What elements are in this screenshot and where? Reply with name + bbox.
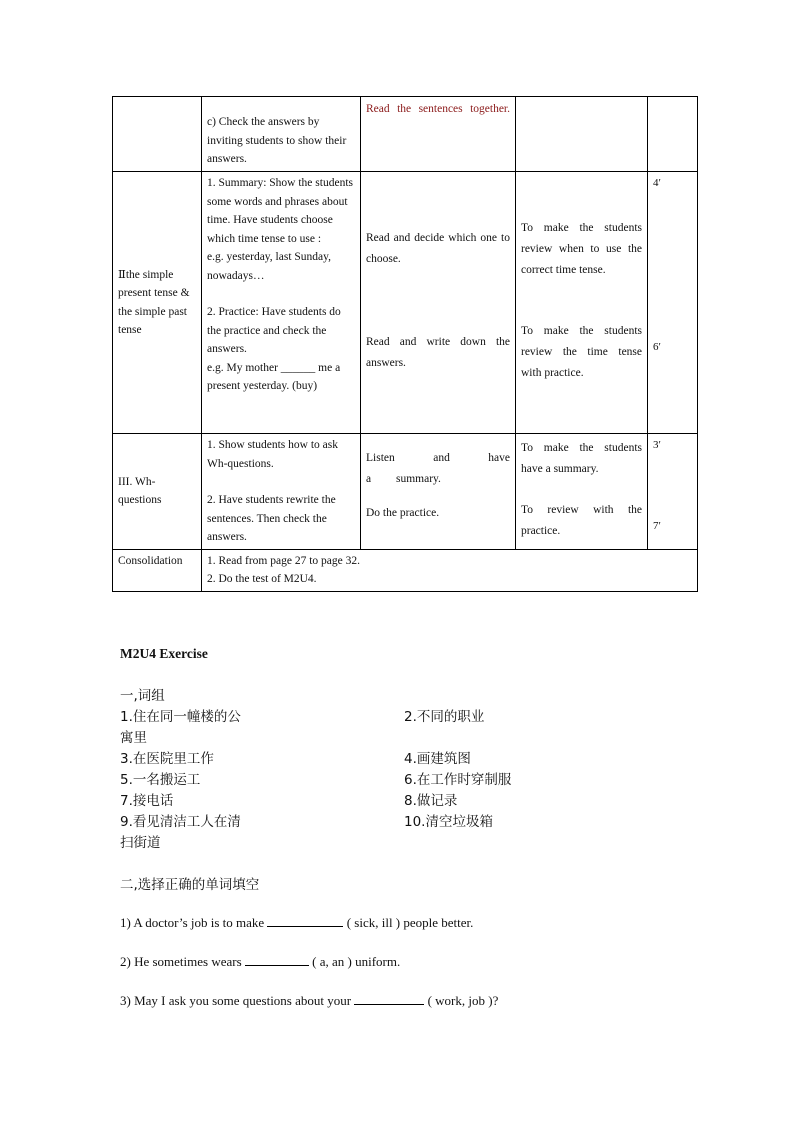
question-text-before: 1) A doctor’s job is to make	[120, 915, 268, 930]
activity-write: Read and write down the answers.	[366, 336, 510, 369]
question-item	[120, 953, 720, 971]
activity-practice: Do the practice.	[366, 507, 440, 519]
content-cell	[202, 97, 361, 172]
content-rewrite: 2. Have students rewrite the sentences. Then check the answers.	[207, 494, 336, 543]
answer-blank[interactable]	[245, 953, 309, 966]
time-cell-empty	[648, 97, 698, 172]
answer-blank[interactable]	[354, 992, 424, 1005]
question-text-before: 2) He sometimes wears	[120, 954, 245, 969]
purpose-cell	[516, 434, 648, 550]
phrase-left: 7.接电话	[120, 793, 174, 809]
time-cell	[648, 434, 698, 550]
phrase-right: 10.清空垃圾箱	[404, 814, 493, 830]
question-text-after: ( sick, ill ) people better.	[343, 915, 474, 930]
list-item-continuation	[120, 833, 720, 854]
lesson-plan-table	[112, 96, 698, 592]
phrase-right: 4.画建筑图	[404, 751, 471, 767]
stage-cell-empty	[113, 97, 202, 172]
phrase-right: 8.做记录	[404, 793, 458, 809]
activity-text: Read the sentences together.	[366, 103, 510, 115]
activity-decide: Read and decide which one to choose.	[366, 232, 510, 265]
phrase-right: 6.在工作时穿制服	[404, 772, 512, 788]
content-summary: 1. Summary: Show the students some words and phrases about time. Have students choose which time tense to use :	[207, 177, 353, 245]
time-value: 4′	[653, 177, 661, 189]
phrase-list	[120, 707, 720, 854]
consolidation-line: 2. Do the test of M2U4.	[207, 573, 317, 585]
purpose-review-practice: To make the students review the time tense with practice.	[521, 325, 642, 379]
table-row-wh-questions	[113, 434, 698, 550]
section-title-phrases: 一,词组	[120, 688, 165, 704]
answer-blank[interactable]	[267, 914, 343, 927]
stage-text: Ⅱthe simple present tense & the simple past tense	[118, 268, 190, 336]
list-item	[120, 770, 720, 791]
stage-text: III. Wh-questions	[118, 475, 162, 507]
purpose-review-tense: To make the students review when to use the correct time tense.	[521, 222, 642, 276]
exercise-section	[120, 646, 720, 1031]
purpose-cell-empty	[516, 97, 648, 172]
phrase-left: 5.一名搬运工	[120, 772, 201, 788]
content-practice-example: e.g. My mother ______ me a present yesterday. (buy)	[207, 361, 341, 392]
content-show-questions: 1. Show students how to ask Wh-questions.	[207, 439, 338, 470]
table-row-check	[113, 97, 698, 172]
content-cell	[202, 172, 361, 434]
list-item	[120, 812, 720, 833]
purpose-cell	[516, 172, 648, 434]
activity-cell	[361, 434, 516, 550]
content-summary-example: e.g. yesterday, last Sunday, nowadays…	[207, 251, 332, 282]
exercise-title: M2U4 Exercise	[120, 646, 208, 661]
phrase-left: 9.看见清洁工人在清	[120, 814, 241, 830]
time-value: 3′	[653, 439, 661, 451]
phrase-left-continued: 扫街道	[120, 835, 161, 851]
purpose-review: To review with the practice.	[521, 504, 642, 537]
table-row-tense	[113, 172, 698, 434]
phrase-right: 2.不同的职业	[404, 709, 485, 725]
stage-text: Consolidation	[118, 554, 183, 567]
content-cell	[202, 434, 361, 550]
activity-listen: Listen and have a summary.	[366, 452, 510, 485]
list-item	[120, 791, 720, 812]
consolidation-line: 1. Read from page 27 to page 32.	[207, 554, 360, 567]
time-value: 6′	[653, 340, 661, 353]
content-practice: 2. Practice: Have students do the practice and check the answers.	[207, 306, 341, 355]
stage-cell	[113, 434, 202, 550]
list-item	[120, 707, 720, 728]
time-cell	[648, 172, 698, 434]
question-item	[120, 914, 720, 932]
stage-cell	[113, 172, 202, 434]
content-text: c) Check the answers by inviting students to show their answers.	[207, 116, 347, 165]
question-item	[120, 992, 720, 1010]
table-row-consolidation	[113, 549, 698, 591]
question-text-after: ( work, job )?	[424, 993, 499, 1008]
phrase-left-continued: 寓里	[120, 730, 147, 746]
activity-cell	[361, 97, 516, 172]
list-item-continuation	[120, 728, 720, 749]
purpose-summary: To make the students have a summary.	[521, 442, 642, 475]
phrase-left: 1.住在同一幢楼的公	[120, 709, 241, 725]
stage-cell	[113, 549, 202, 591]
time-value: 7′	[653, 519, 661, 532]
activity-cell	[361, 172, 516, 434]
section-title-fill-in: 二,选择正确的单词填空	[120, 877, 260, 893]
question-text-after: ( a, an ) uniform.	[308, 954, 401, 969]
phrase-left: 3.在医院里工作	[120, 751, 214, 767]
question-text-before: 3) May I ask you some questions about your	[120, 993, 355, 1008]
consolidation-cell	[202, 549, 698, 591]
list-item	[120, 749, 720, 770]
